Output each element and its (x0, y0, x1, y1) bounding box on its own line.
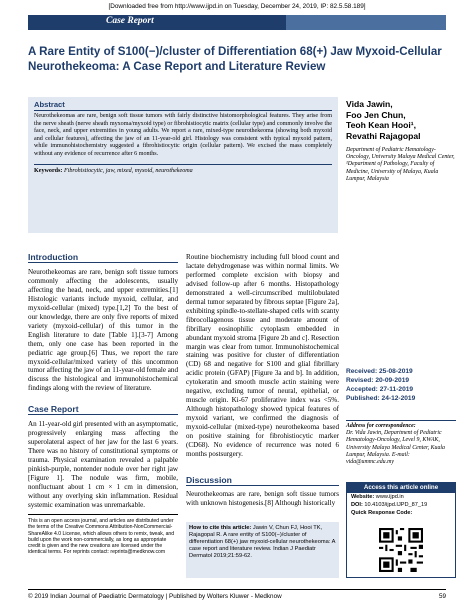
author-name: Revathi Rajagopal (346, 130, 421, 141)
author-name: Foo Jen Chun, (346, 109, 406, 120)
discussion-text: Neurothekeomas are rare, benign soft tissue tumors with unknown histogenesis.[8] Although historically (186, 490, 339, 507)
website-link[interactable]: www.ijpd.in (375, 494, 404, 500)
footer-text: © 2019 Indian Journal of Paediatric Dermatology | Published by Wolters Kluwer - Medknow (28, 593, 282, 600)
doi-link[interactable]: 10.4103/ijpd.IJPD_87_19 (364, 502, 428, 508)
license-note: This is an open access journal, and articles are distributed under the terms of the Creative Commons Attribution-NonCommercial-ShareAlike 4.0 License, which allows others to remix, tweak, and build upon the work non-commercially, as long as appropriate credit is given and the new creations are licensed under the identical terms. For reprints contact: reprints@medknow.com (28, 514, 178, 556)
article-type-bar-accent (286, 15, 446, 30)
qr-code-icon[interactable] (379, 528, 423, 572)
article-type-label: Case Report (106, 16, 154, 26)
correspondence-heading: Address for correspondence: (346, 423, 416, 429)
abstract-box (28, 97, 338, 233)
correspondence-text: Dr. Vida Jawin, Department of Pediatric Hematology-Oncology, Level 9, KWAK, University Malaya Medical Center, Kuala Lumpur, Malaysia. E-mail: vida@ummc.edu.my (346, 430, 445, 466)
access-heading: Access this article online (347, 483, 455, 493)
citation-box (186, 522, 339, 578)
author-name: Vida Jawin, (346, 99, 393, 109)
keywords-list: Fibrohistiocytic, jaw, mixed, myxoid, neurothekeoma (63, 167, 193, 174)
keywords-label: Keywords: (34, 167, 63, 174)
access-box (346, 482, 456, 578)
website-row (347, 493, 455, 501)
date-received: Received: 25-08-2019 (346, 368, 413, 375)
case-report-text: An 11-year-old girl presented with an asymptomatic, progressively enlarging mass affecting the superolateral aspect of her jaw for the last 6 years. There was no history of constitutional symptoms or trauma. Physical examination revealed a palpable pinkish-purple, nontender nodule over her right jaw [Figure 1]. The nodule was firm, mobile, nonfluctuant about 1 cm × 1 cm in dimension, without any overlying skin inflammation. Residual systemic examination was unremarkable. (28, 420, 178, 509)
case-report-heading: Case Report (28, 404, 178, 415)
keywords (34, 164, 332, 174)
citation-text: Jawin V, Chun FJ, Hooi TK, Rajagopal R. A rare entity of S100(−)/cluster of differentiation 68(+) jaw myxoid-cellular neurothekeoma: A case report and literature review. Indian J Paediatr Dermatol 2019;21:59-62. (189, 525, 336, 559)
author-block (346, 99, 456, 183)
abstract-text: Neurothekeomas are rare, benign soft tissue tumors with fairly distinctive histomorphological features. They arise from the nerve sheath (nerve sheath myxoma/myxoid type) or fibrohistiocytic matrix (cellular type) and commonly involve the face, neck, and upper extremities in young adults. We report a rare, mixed-type neurothekeoma (showing both myxoid and cellular features), affecting the jaw of an 11-year-old girl. Histology was consistent with typical myxoid pattern, while immunohistochemistry suggested a fibrohistiocytic origin (cellular pattern). We excised the mass completely without any evidence of recurrence after 6 months. (34, 113, 332, 157)
date-published: Published: 24-12-2019 (346, 395, 416, 402)
download-banner: [Downloaded free from http://www.ijpd.in on Tuesday, December 24, 2019, IP: 82.5.58.189] (108, 3, 366, 10)
introduction-text: Neurothekeomas are rare, benign soft tissue tumors commonly affecting the adolescents, usually affecting the head, neck, and upper extremities.[1] Histologic variants include myxoid, cellular, and myxoid-cellular (mixed) type.[1,2] To the best of our knowledge, there are only five reports of mixed variety (myxoid-cellular) of this tumor in the English literature to date [Table 1].[3-7] Among them, only one case has been reported in the pediatric age group.[6] Thus, we report the rare myxoid-cellular/mixed variety of this uncommon tumor affecting the jaw of an 11-year-old female and discuss the histological and immunohistochemical findings along with the review of literature. (28, 268, 178, 393)
article-type-bar (28, 15, 446, 30)
doi-label: DOI: (351, 502, 363, 508)
article-dates (346, 367, 456, 403)
date-revised: Revised: 20-09-2019 (346, 377, 410, 384)
date-accepted: Accepted: 27-11-2019 (346, 386, 414, 393)
discussion-heading: Discussion (186, 475, 339, 486)
qr-row (347, 509, 455, 517)
middle-column-text: Routine biochemistry including full blood count and lactate dehydrogenase was within normal limits. We performed complete excision with biopsy and advised follow-up after 6 months. Histopathology demonstrated a well-circumscribed multilobulated dermal tumor separated by fibrous septae [Figure 2a], exhibiting spindle-to-stellate-shaped cells with scanty fibrocollagenous tissue and moderate amount of fibrillary eosinophilic cytoplasm embedded in abundant myxoid stroma [Figure 2b and c]. Resection margin was clear from tumor. Immunohistochemical staining was positive for cluster of differentiation (CD) 68 and negative for S100 and glial fibrillary acidic protein (GFAP) [Figure 3a and b]. In addition, cytokeratin and smooth muscle actin staining were negative, excluding tumor of neural, epithelial, or muscle origin. Ki-67 proliferative index was <5%. Although histopathology showed typical features of myxoid variant, we confirmed the diagnosis of myxoid-cellular (mixed-type) neurothekeoma based on positive staining for fibrohistiocytic marker (CD68). No evidence of recurrence was noted 6 months postsurgery. (186, 253, 339, 458)
doi-row (347, 501, 455, 509)
qr-label: Quick Response Code: (351, 510, 413, 516)
citation-label: How to cite this article: (189, 525, 252, 531)
author-name: Teoh Kean Hooi¹, (346, 120, 417, 130)
introduction-heading: Introduction (28, 252, 178, 263)
abstract-heading: Abstract (34, 100, 332, 111)
correspondence-block (346, 420, 456, 466)
website-label: Website: (351, 494, 375, 500)
page-number: 59 (438, 593, 446, 600)
article-title: A Rare Entity of S100(−)/cluster of Differentiation 68(+) Jaw Myxoid-Cellular Neurothekeoma: A Case Report and Literature Review (28, 45, 442, 73)
affiliation: Department of Pediatric Hematology-Oncology, University Malaya Medical Center, ¹Department of Pathology, Faculty of Medicine, University of Malaya, Kuala Lumpur, Malaysia (346, 147, 455, 182)
page-footer (28, 589, 446, 600)
